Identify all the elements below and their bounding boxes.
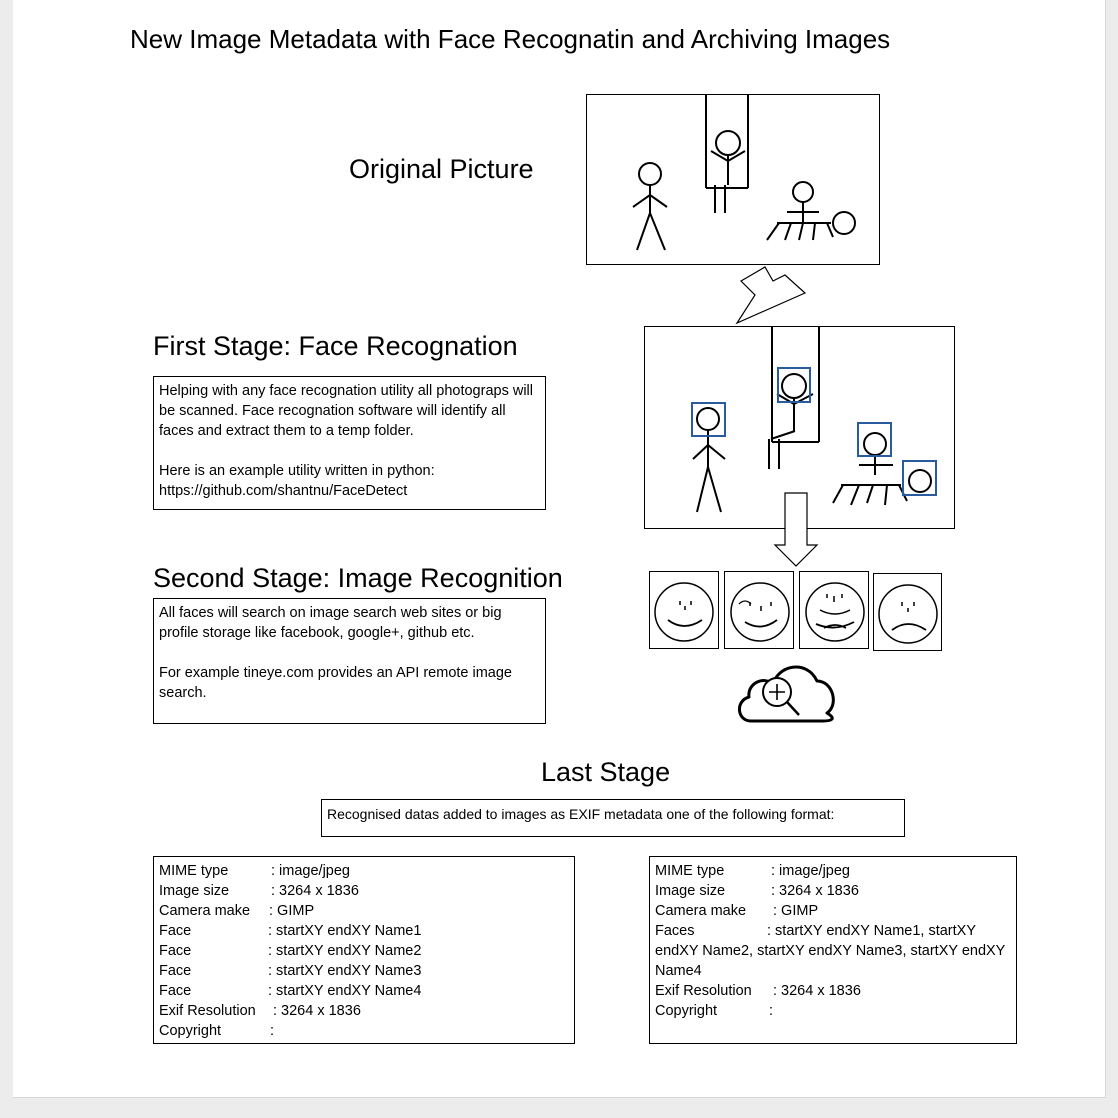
metadata-value: : 3264 x 1836 [773,983,861,999]
second-stage-example: For example tineye.com provides an API remote image search. [159,665,512,701]
page [13,0,1106,1098]
metadata-row [655,861,1011,881]
metadata-value: : 3264 x 1836 [271,883,359,899]
metadata-key: Exif Resolution [655,983,752,999]
cloud-search-icon [733,657,839,723]
metadata-value: : 3264 x 1836 [771,883,859,899]
metadata-row [159,1001,569,1021]
page-title: New Image Metadata with Face Recognatin and Archiving Images [130,24,891,54]
metadata-value: : startXY endXY Name3 [268,963,422,979]
first-stage-paragraph: Helping with any face recognation utility all photograps will be scanned. Face recognation software will identify all faces and extract them to a temp folder. [159,383,533,439]
metadata-key: Camera make [655,903,747,919]
metadata-value: : [270,1023,275,1039]
original-picture-drawing [587,95,881,266]
metadata-key: Face [159,983,192,999]
metadata-row [655,901,1011,921]
metadata-row [655,1001,1011,1021]
metadata-value: : image/jpeg [271,863,350,879]
metadata-key: Face [159,943,192,959]
metadata-key: Camera make [159,903,251,919]
metadata-key: Copyright [655,1003,718,1019]
metadata-row [159,961,569,981]
extracted-face-4 [873,573,942,651]
first-stage-heading: First Stage: Face Recognation [153,331,518,361]
metadata-row [159,881,569,901]
second-stage-heading: Second Stage: Image Recognition [153,563,563,593]
metadata-key: MIME type [655,863,725,879]
second-stage-paragraph: All faces will search on image search web sites or big profile storage like facebook, google+, github etc. [159,605,502,641]
diagonal-arrow-icon [733,265,823,325]
face-detect-link[interactable]: https://github.com/shantnu/FaceDetect [159,483,408,499]
metadata-row [159,901,569,921]
smiley-face-icon [800,572,870,650]
last-stage-note-text: Recognised datas added to images as EXIF metadata one of the following format: [327,806,835,822]
metadata-row [159,941,569,961]
metadata-row [159,1021,569,1041]
metadata-format-per-face [153,856,575,1044]
smiley-face-icon [725,572,795,650]
metadata-row [159,921,569,941]
metadata-key: Image size [655,883,726,899]
metadata-row [159,861,569,881]
metadata-value: : GIMP [269,903,315,919]
metadata-value: : startXY endXY Name2 [268,943,422,959]
metadata-key: Image size [159,883,230,899]
metadata-value: : startXY endXY Name1, startXY endXY Name2, startXY endXY Name3, startXY endXY Name4 [655,923,1006,979]
metadata-value: : startXY endXY Name4 [268,983,422,999]
metadata-key: Face [159,963,192,979]
first-stage-example: Here is an example utility written in python: [159,463,435,479]
last-stage-note [321,799,905,837]
metadata-key: Copyright [159,1023,222,1039]
metadata-value: : GIMP [773,903,819,919]
metadata-value: : 3264 x 1836 [273,1003,361,1019]
second-stage-description [153,598,546,724]
face-boxes [692,368,936,495]
original-picture [586,94,880,265]
extracted-face-2 [724,571,794,649]
extracted-face-1 [649,571,719,649]
metadata-value: : image/jpeg [771,863,850,879]
metadata-key: Exif Resolution [159,1003,256,1019]
metadata-format-combined [649,856,1017,1044]
metadata-value: : startXY endXY Name1 [268,923,422,939]
first-stage-description [153,376,546,510]
metadata-row [655,981,1011,1001]
sad-face-icon [874,574,943,652]
metadata-key: MIME type [159,863,229,879]
smiley-face-icon [650,572,720,650]
metadata-key: Face [159,923,192,939]
original-picture-heading: Original Picture [349,154,534,184]
metadata-value: : [769,1003,774,1019]
metadata-row [159,981,569,1001]
metadata-key: Faces [655,923,695,939]
down-arrow-icon [773,493,819,568]
metadata-row [655,881,1011,901]
last-stage-heading: Last Stage [541,757,671,787]
extracted-face-3 [799,571,869,649]
metadata-row-faces [655,921,1011,981]
